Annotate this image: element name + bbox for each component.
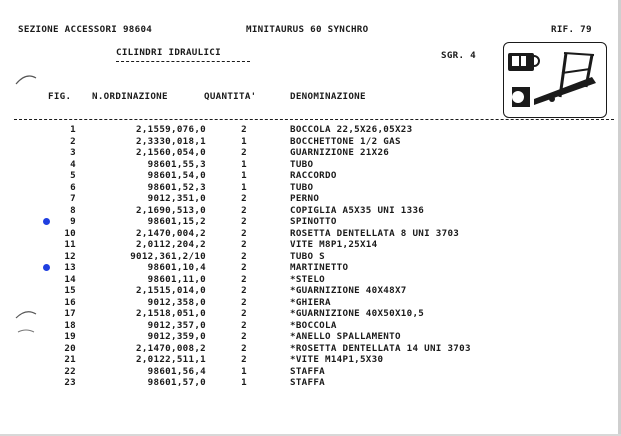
figure-number: 20	[64, 342, 76, 354]
part-name: VITE M8P1,25X14	[290, 239, 378, 250]
table-row	[0, 343, 621, 354]
table-row	[0, 136, 621, 147]
figure-number: 18	[64, 319, 76, 331]
reference-number: RIF. 79	[551, 24, 592, 35]
model-name: MINITAURUS 60 SYNCHRO	[246, 24, 369, 35]
figure-number: 14	[64, 273, 76, 285]
quantity: 1	[241, 158, 247, 170]
figure-number: 23	[64, 377, 76, 388]
quantity: 2	[241, 250, 247, 262]
part-name: *GUARNIZIONE 40X50X10,5	[290, 308, 425, 319]
quantity: 2	[241, 227, 247, 239]
table-row	[0, 331, 621, 342]
order-number: 2,1518,051,0	[136, 308, 206, 319]
figure-number: 1	[70, 124, 76, 135]
figure-number: 12	[64, 250, 76, 262]
group-number: SGR. 4	[441, 50, 476, 61]
part-name: *ANELLO SPALLAMENTO	[290, 331, 401, 342]
quantity: 2	[241, 354, 247, 365]
order-number: 9012,358,0	[147, 296, 206, 308]
table-row	[0, 274, 621, 285]
part-name: TUBO	[290, 181, 314, 193]
part-name: COPIGLIA A5X35 UNI 1336	[290, 204, 425, 216]
column-header-fig: FIG.	[48, 91, 72, 102]
table-row	[0, 354, 621, 365]
table-row	[0, 147, 621, 158]
highlight-dot-icon	[43, 264, 50, 271]
figure-number: 13	[64, 262, 76, 273]
table-row	[0, 320, 621, 331]
quantity: 2	[241, 331, 247, 342]
part-name: SPINOTTO	[290, 216, 337, 227]
column-header-qty: QUANTITA'	[204, 91, 257, 102]
figure-number: 17	[64, 308, 76, 319]
part-name: BOCCHETTONE 1/2 GAS	[290, 135, 401, 147]
order-number: 2,0122,511,1	[136, 354, 206, 365]
quantity: 2	[241, 216, 247, 227]
figure-number: 11	[64, 239, 76, 250]
figure-number: 4	[70, 158, 76, 170]
part-name: TUBO	[290, 158, 314, 170]
order-number: 98601,56,4	[147, 365, 206, 377]
order-number: 2,0112,204,2	[136, 239, 206, 250]
column-header-name: DENOMINAZIONE	[290, 91, 366, 102]
figure-number: 3	[70, 147, 76, 158]
table-row	[0, 182, 621, 193]
column-header-order: N.ORDINAZIONE	[92, 91, 168, 102]
figure-number: 15	[64, 285, 76, 296]
figure-number: 5	[70, 170, 76, 181]
part-name: *GHIERA	[290, 296, 331, 308]
part-name: RACCORDO	[290, 170, 337, 181]
table-row	[0, 239, 621, 250]
quantity: 2	[241, 147, 247, 158]
section-title: SEZIONE ACCESSORI 98604	[18, 24, 153, 35]
quantity: 2	[241, 308, 247, 319]
figure-number: 19	[64, 331, 76, 342]
table-row	[0, 366, 621, 377]
quantity: 2	[241, 124, 247, 135]
part-name: *BOCCOLA	[290, 319, 337, 331]
quantity: 1	[241, 365, 247, 377]
quantity: 2	[241, 204, 247, 216]
figure-number: 10	[64, 227, 76, 239]
figure-number: 16	[64, 296, 76, 308]
table-row	[0, 159, 621, 170]
highlight-dot-icon	[43, 218, 50, 225]
tractor-logo-icon	[503, 42, 607, 118]
quantity: 1	[241, 135, 247, 147]
quantity: 2	[241, 273, 247, 285]
quantity: 2	[241, 262, 247, 273]
table-row	[0, 170, 621, 181]
table-row	[0, 205, 621, 216]
table-row	[0, 297, 621, 308]
part-name: *VITE M14P1,5X30	[290, 354, 384, 365]
part-name: PERNO	[290, 193, 320, 204]
order-number: 9012,357,0	[147, 319, 206, 331]
order-number: 98601,52,3	[147, 181, 206, 193]
part-name: MARTINETTO	[290, 262, 349, 273]
order-number: 98601,11,0	[147, 273, 206, 285]
order-number: 2,1560,054,0	[136, 147, 206, 158]
table-row	[0, 377, 621, 388]
order-number: 2,1515,014,0	[136, 285, 206, 296]
part-name: *GUARNIZIONE 40X48X7	[290, 285, 407, 296]
table-row	[0, 308, 621, 319]
quantity: 2	[241, 285, 247, 296]
quantity: 1	[241, 181, 247, 193]
margin-mark-icon	[14, 68, 40, 94]
order-number: 98601,10,4	[147, 262, 206, 273]
order-number: 2,1470,004,2	[136, 227, 206, 239]
figure-number: 8	[70, 204, 76, 216]
order-number: 98601,55,3	[147, 158, 206, 170]
part-name: GUARNIZIONE 21X26	[290, 147, 390, 158]
part-name: TUBO S	[290, 250, 325, 262]
quantity: 2	[241, 319, 247, 331]
table-row	[0, 193, 621, 204]
order-number: 2,1559,076,0	[136, 124, 206, 135]
order-number: 9012,361,2/10	[130, 250, 206, 262]
part-name: BOCCOLA 22,5X26,05X23	[290, 124, 413, 135]
order-number: 9012,351,0	[147, 193, 206, 204]
order-number: 98601,54,0	[147, 170, 206, 181]
order-number: 98601,57,0	[147, 377, 206, 388]
part-name: *ROSETTA DENTELLATA 14 UNI 3703	[290, 342, 471, 354]
document-subtitle: CILINDRI IDRAULICI	[116, 47, 221, 58]
quantity: 2	[241, 193, 247, 204]
table-row	[0, 285, 621, 296]
figure-number: 21	[64, 354, 76, 365]
order-number: 2,1690,513,0	[136, 204, 206, 216]
table-row	[0, 216, 621, 227]
quantity: 2	[241, 296, 247, 308]
figure-number: 22	[64, 365, 76, 377]
table-row	[0, 124, 621, 135]
table-row	[0, 262, 621, 273]
quantity: 2	[241, 342, 247, 354]
order-number: 9012,359,0	[147, 331, 206, 342]
part-name: STAFFA	[290, 377, 325, 388]
figure-number: 2	[70, 135, 76, 147]
part-name: *STELO	[290, 273, 325, 285]
table-row	[0, 228, 621, 239]
quantity: 1	[241, 170, 247, 181]
figure-number: 6	[70, 181, 76, 193]
order-number: 98601,15,2	[147, 216, 206, 227]
order-number: 2,3330,018,1	[136, 135, 206, 147]
figure-number: 7	[70, 193, 76, 204]
part-name: ROSETTA DENTELLATA 8 UNI 3703	[290, 227, 460, 239]
table-separator	[14, 119, 614, 120]
quantity: 2	[241, 239, 247, 250]
figure-number: 9	[70, 216, 76, 227]
order-number: 2,1470,008,2	[136, 342, 206, 354]
part-name: STAFFA	[290, 365, 325, 377]
quantity: 1	[241, 377, 247, 388]
subtitle-underline	[116, 61, 250, 62]
table-row	[0, 251, 621, 262]
